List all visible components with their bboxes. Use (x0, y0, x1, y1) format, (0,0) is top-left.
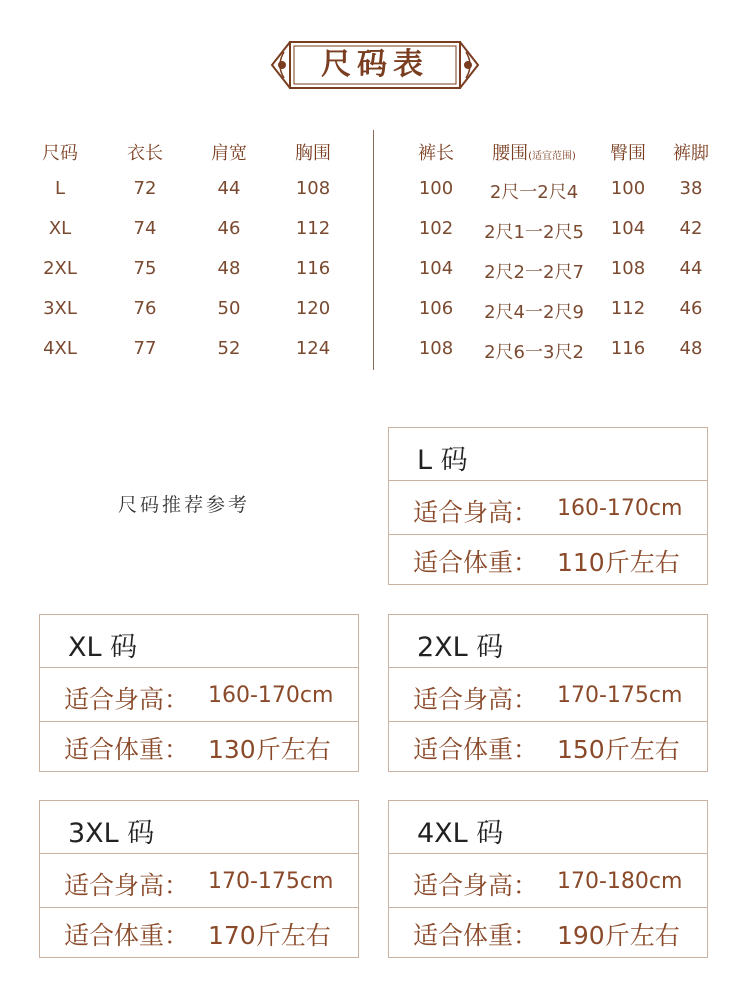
cell: 108 (295, 178, 331, 199)
cell: 100 (418, 178, 454, 199)
cell: 116 (610, 338, 646, 359)
weight-value: 130斤左右 (208, 735, 331, 764)
height-label: 适合身高： (413, 685, 539, 714)
header-pants-length: 裤长 (418, 143, 454, 164)
recommend-title: 尺码推荐参考 (118, 494, 251, 516)
card-header (389, 615, 707, 668)
cell: 76 (133, 298, 157, 319)
cell: 74 (133, 218, 157, 239)
weight-label: 适合体重： (64, 735, 190, 764)
weight-label: 适合体重： (413, 548, 539, 577)
cell: 2尺1一2尺5 (484, 222, 584, 243)
cell: 3XL (43, 298, 77, 319)
cell: 106 (418, 298, 454, 319)
size-card-l (388, 427, 708, 585)
card-header (389, 801, 707, 854)
cell: 124 (295, 338, 331, 359)
card-weight-row (389, 908, 707, 958)
header-length: 衣长 (127, 143, 163, 164)
card-header (40, 801, 358, 854)
cell: 100 (610, 178, 646, 199)
card-height-row (40, 668, 358, 722)
cell: XL (48, 218, 72, 239)
card-size: L 码 (417, 445, 468, 476)
card-size: 4XL 码 (417, 818, 504, 849)
cell: 112 (295, 218, 331, 239)
weight-value: 110斤左右 (557, 548, 680, 577)
cell: 112 (610, 298, 646, 319)
cell: 46 (679, 298, 703, 319)
weight-label: 适合体重： (64, 921, 190, 950)
card-weight-row (40, 722, 358, 772)
cell: 2XL (43, 258, 77, 279)
cell: 48 (217, 258, 241, 279)
cell: 104 (610, 218, 646, 239)
height-value: 170-175cm (557, 683, 683, 708)
header-hip: 臀围 (610, 143, 646, 164)
card-weight-row (389, 722, 707, 772)
cell: 2尺4一2尺9 (484, 302, 584, 323)
cell: 46 (217, 218, 241, 239)
size-card-4xl (388, 800, 708, 958)
page-title: 尺码表 (321, 47, 429, 82)
card-height-row (389, 481, 707, 535)
cell: 77 (133, 338, 157, 359)
height-value: 170-175cm (208, 869, 334, 894)
header-chest: 胸围 (295, 143, 331, 164)
height-value: 170-180cm (557, 869, 683, 894)
cell: 44 (679, 258, 703, 279)
cell: 75 (133, 258, 157, 279)
cell: 52 (217, 338, 241, 359)
card-size: 3XL 码 (68, 818, 155, 849)
header-shoulder: 肩宽 (211, 143, 247, 164)
height-label: 适合身高： (64, 685, 190, 714)
card-height-row (389, 668, 707, 722)
header-size: 尺码 (42, 143, 78, 164)
card-weight-row (40, 908, 358, 958)
cell: 102 (418, 218, 454, 239)
cell: 48 (679, 338, 703, 359)
cell: 38 (679, 178, 703, 199)
cell: 116 (295, 258, 331, 279)
cell: 2尺6一3尺2 (484, 342, 584, 363)
size-card-2xl (388, 614, 708, 772)
height-value: 160-170cm (208, 683, 334, 708)
size-card-3xl (39, 800, 359, 958)
card-header (40, 615, 358, 668)
card-weight-row (389, 535, 707, 585)
weight-label: 适合体重： (413, 921, 539, 950)
height-label: 适合身高： (413, 498, 539, 527)
header-hem: 裤脚 (673, 143, 709, 164)
weight-value: 190斤左右 (557, 921, 680, 950)
card-height-row (40, 854, 358, 908)
height-label: 适合身高： (64, 871, 190, 900)
size-card-xl (39, 614, 359, 772)
cell: 4XL (43, 338, 77, 359)
cell: 50 (217, 298, 241, 319)
card-size: 2XL 码 (417, 632, 504, 663)
header-waist-label: 腰围 (492, 143, 529, 164)
header-waist-note: (适宜范围) (528, 151, 576, 162)
cell: 120 (295, 298, 331, 319)
cell: 44 (217, 178, 241, 199)
cell: 108 (610, 258, 646, 279)
weight-value: 170斤左右 (208, 921, 331, 950)
cell: 104 (418, 258, 454, 279)
weight-label: 适合体重： (413, 735, 539, 764)
table-divider (373, 130, 374, 370)
card-header (389, 428, 707, 481)
header-waist (478, 139, 590, 165)
title-banner (268, 38, 482, 92)
height-value: 160-170cm (557, 496, 683, 521)
weight-value: 150斤左右 (557, 735, 680, 764)
cell: L (54, 178, 66, 199)
card-size: XL 码 (68, 632, 138, 663)
cell: 42 (679, 218, 703, 239)
cell: 2尺2一2尺7 (484, 262, 584, 283)
cell: 108 (418, 338, 454, 359)
height-label: 适合身高： (413, 871, 539, 900)
cell: 2尺一2尺4 (489, 182, 579, 203)
card-height-row (389, 854, 707, 908)
cell: 72 (133, 178, 157, 199)
